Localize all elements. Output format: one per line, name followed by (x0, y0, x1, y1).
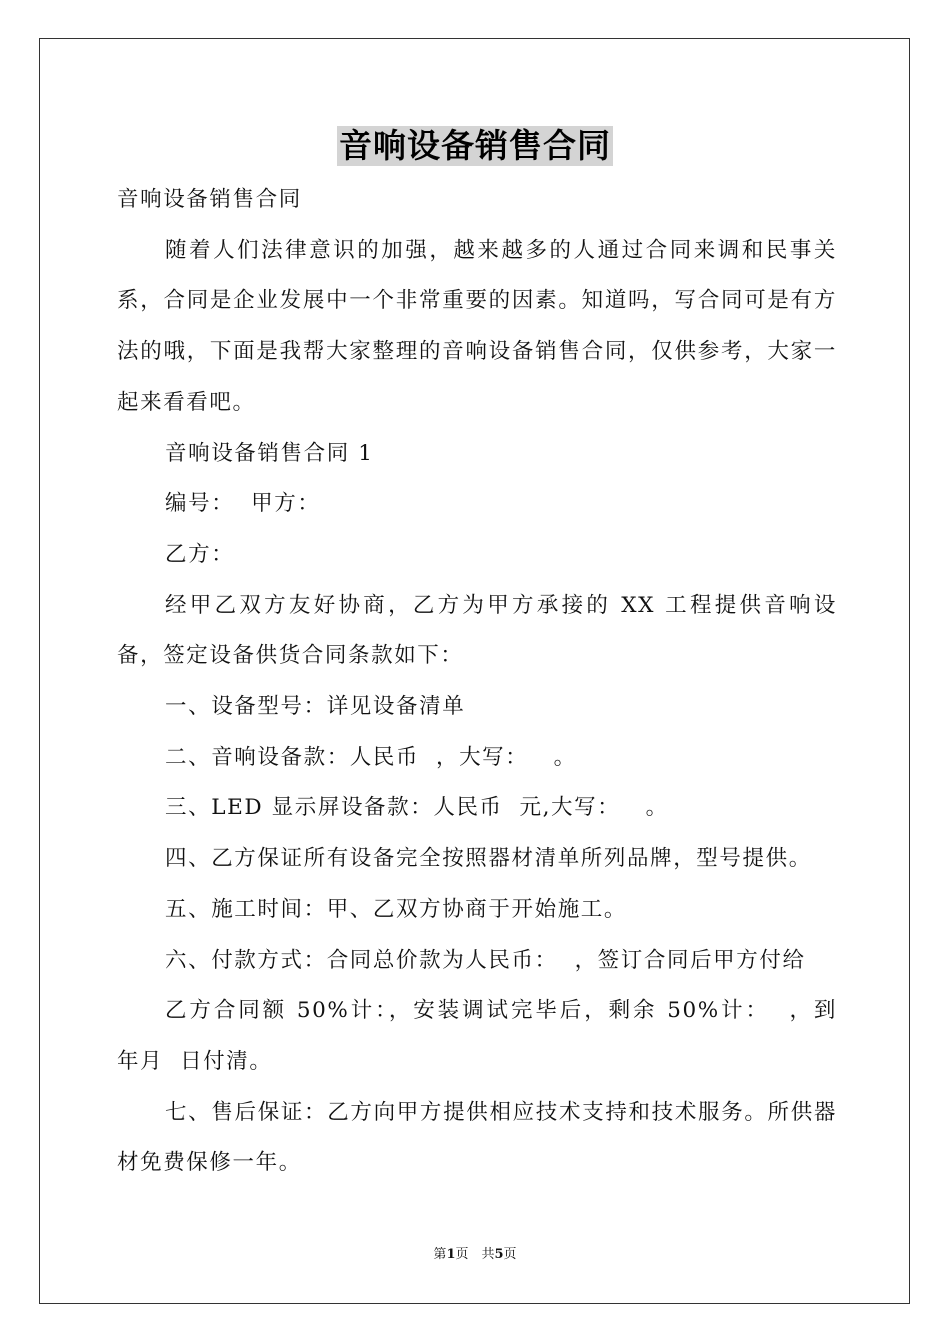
clause-7: 七、售后保证：乙方向甲方提供相应技术支持和技术服务。所供器材免费保修一年。 (117, 1099, 837, 1176)
clause-6: 六、付款方式：合同总价款为人民币： ，签订合同后甲方付给 (165, 947, 806, 973)
title-container (0, 126, 950, 166)
party-a-line: 编号： 甲方： (165, 491, 321, 517)
page-middle: 页 共 (455, 1247, 495, 1262)
clause-6-continued: 乙方合同额 50%计：，安装调试完毕后，剩余 50%计： ，到 年月 日付清。 (117, 998, 854, 1074)
clause-3: 三、LED 显示屏设备款：人民币 元,大写： 。 (165, 795, 669, 821)
page-footer (0, 1247, 950, 1263)
document-subtitle: 音响设备销售合同 (117, 187, 302, 212)
page-suffix: 页 (503, 1247, 517, 1262)
agreement-paragraph: 经甲乙双方友好协商，乙方为甲方承接的 XX 工程提供音响设备，签定设备供货合同条款如下： (117, 592, 837, 669)
document-title: 音响设备销售合同 (339, 126, 611, 165)
clause-2: 二、音响设备款：人民币 ，大写： 。 (165, 744, 577, 770)
page-prefix: 第 (433, 1247, 447, 1262)
current-page-number: 1 (446, 1247, 456, 1262)
clause-5: 五、施工时间：甲、乙双方协商于开始施工。 (165, 896, 628, 922)
contract-heading: 音响设备销售合同 1 (165, 440, 374, 466)
intro-paragraph: 随着人们法律意识的加强，越来越多的人通过合同来调和民事关系，合同是企业发展中一个非常重要的因素。知道吗，写合同可是有方法的哦，下面是我帮大家整理的音响设备销售合同，仅供参考，大家一起来看看吧。 (117, 237, 837, 415)
clause-1: 一、设备型号：详见设备清单 (165, 694, 466, 720)
clause-4: 四、乙方保证所有设备完全按照器材清单所列品牌，型号提供。 (165, 846, 812, 872)
document-body (117, 175, 854, 1189)
party-b-line: 乙方： (165, 541, 235, 567)
total-page-number: 5 (494, 1247, 504, 1262)
